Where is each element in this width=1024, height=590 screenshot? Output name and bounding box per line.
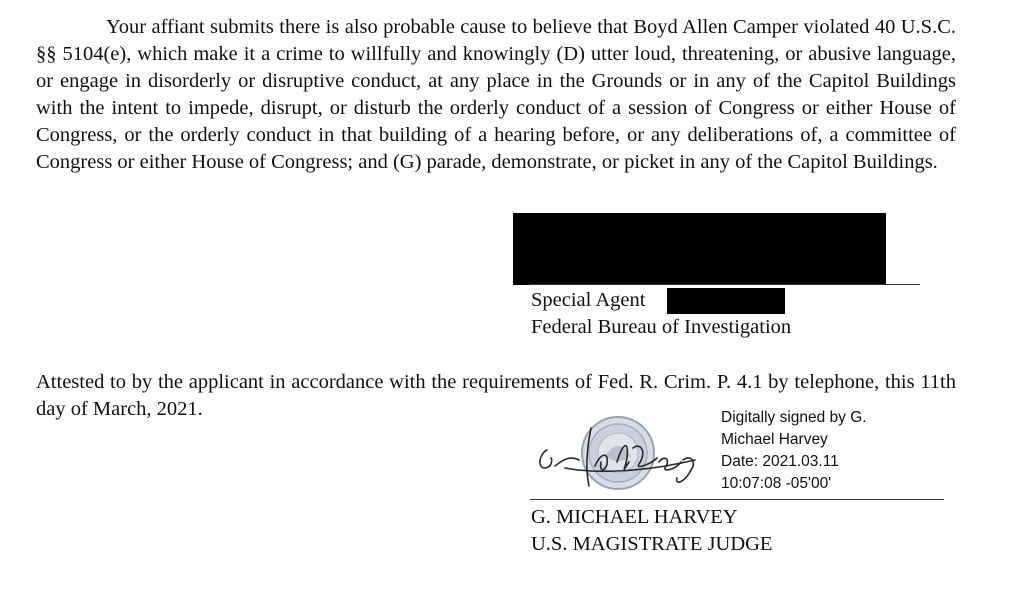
- judge-name: G. MICHAEL HARVEY: [531, 506, 738, 528]
- digital-signature-line: Digitally signed by G.: [721, 409, 867, 426]
- digital-signature-line: Michael Harvey: [721, 431, 828, 448]
- judge-signature-line: [530, 499, 944, 500]
- affidavit-paragraph: [36, 14, 956, 176]
- agent-title: Special Agent: [531, 289, 646, 311]
- redacted-agent-name: [667, 288, 785, 314]
- affidavit-paragraph-text: Your affiant submits there is also probable cause to believe that Boyd Allen Camper violated 40 U.S.C. §§ 5104(e), which make it a crime to willfully and knowingly (D) utter loud, threatening, or abusive language, or engage in disorderly or disruptive conduct, at any place in the Grounds or in any of the Capitol Buildings with the intent to impede, disrupt, or disturb the orderly conduct of a session of Congress or either House of Congress, or the orderly conduct in that building of a hearing before, or any deliberations of, a committee of Congress or either House of Congress; and (G) parade, demonstrate, or picket in any of the Capitol Buildings.: [36, 16, 956, 173]
- digital-signature-line: Date: 2021.03.11: [721, 453, 839, 470]
- digital-signature-line: 10:07:08 -05'00': [721, 475, 832, 492]
- redacted-signature-block: [513, 213, 886, 285]
- digital-signature-info: [721, 407, 867, 495]
- agent-organization: Federal Bureau of Investigation: [531, 316, 792, 338]
- attestation-paragraph: Attested to by the applicant in accordance with the requirements of Fed. R. Crim. P. 4.1 by telephone, this 11th day of March, 2021.: [36, 371, 956, 420]
- seal-and-handwritten-signature: [525, 408, 725, 498]
- judge-title: U.S. MAGISTRATE JUDGE: [531, 533, 773, 555]
- agent-signature-line: [530, 284, 920, 285]
